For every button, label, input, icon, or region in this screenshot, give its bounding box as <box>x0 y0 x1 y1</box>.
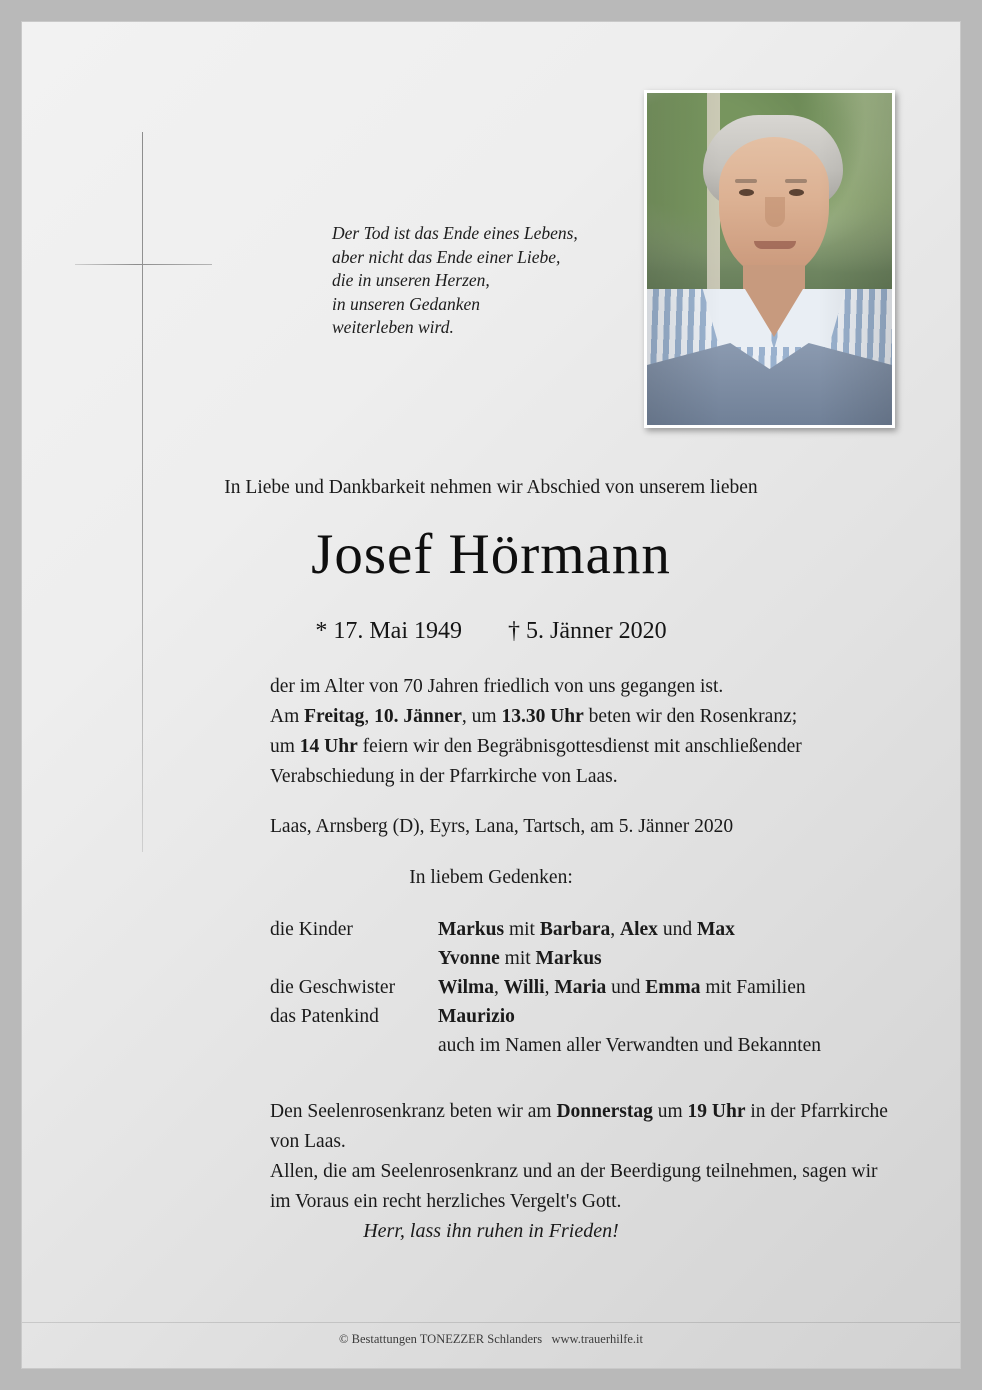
memorial-card <box>22 22 960 1368</box>
quote-line-4: in unseren Gedanken <box>332 293 481 314</box>
family-connector: , <box>610 919 621 940</box>
service-line-3: Verabschiedung in der Pfarrkirche von Laas. <box>270 766 618 787</box>
family-connector: mit <box>499 948 536 969</box>
family-names <box>438 915 960 944</box>
family-list <box>270 915 960 1060</box>
service-time-mass: 14 Uhr <box>299 736 358 757</box>
service-date: 10. Jänner <box>374 706 462 727</box>
family-name: Yvonne <box>438 948 500 969</box>
family-name: Emma <box>645 977 701 998</box>
rosary-text-a: Den Seelenrosenkranz beten wir am <box>270 1101 557 1122</box>
service-text-d: beten wir den Rosenkranz; <box>583 706 798 727</box>
rosary-text-b: um <box>652 1101 688 1122</box>
portrait-photo-frame <box>644 90 895 428</box>
family-name: Alex <box>620 919 658 940</box>
service-text-e: um <box>270 736 300 757</box>
age-line: der im Alter von 70 Jahren friedlich von uns gegangen ist. <box>270 676 724 697</box>
footer-divider <box>22 1322 960 1323</box>
quote-line-3: die in unseren Herzen, <box>332 270 490 290</box>
footer-credit: © Bestattungen TONEZZER Schlanders <box>338 1332 543 1346</box>
portrait-photo <box>647 93 892 425</box>
remembrance-title: In liebem Gedenken: <box>409 867 573 888</box>
rosary-weekday: Donnerstag <box>556 1101 653 1122</box>
family-row <box>270 1031 960 1060</box>
family-label <box>270 1031 438 1060</box>
life-dates <box>22 618 960 645</box>
photo-vignette <box>647 93 892 425</box>
thanks-block <box>270 1157 960 1217</box>
quote-line-1: Der Tod ist das Ende eines Lebens, <box>332 223 578 243</box>
rosary-text-c: in der Pfarrkirche <box>745 1101 888 1122</box>
family-label: das Patenkind <box>270 1006 379 1027</box>
rosary-line-1 <box>270 1097 960 1127</box>
family-names <box>438 1002 960 1031</box>
service-text-c: , um <box>461 706 502 727</box>
birth-date: * 17. Mai 1949 <box>315 618 463 644</box>
family-names: auch im Namen aller Verwandten und Bekannten <box>438 1035 822 1056</box>
rosary-info <box>270 1097 960 1157</box>
family-connector: mit <box>504 919 540 940</box>
rosary-line-2: von Laas. <box>270 1131 346 1152</box>
quote-line-2: aber nicht das Ende einer Liebe, <box>332 246 561 267</box>
family-connector: mit Familien <box>700 977 806 998</box>
family-label <box>270 944 438 973</box>
death-date: † 5. Jänner 2020 <box>508 618 667 644</box>
family-name: Max <box>696 919 735 940</box>
footer-website-link[interactable]: www.trauerhilfe.it <box>551 1332 643 1346</box>
family-name: Willi <box>503 977 545 998</box>
intro-text: In Liebe und Dankbarkeit nehmen wir Abschied von unserem lieben <box>224 477 758 498</box>
service-line-2 <box>270 732 960 762</box>
memorial-quote <box>332 222 652 340</box>
family-names <box>438 944 960 973</box>
thanks-line-1: Allen, die am Seelenrosenkranz und an der Beerdigung teilnehmen, sagen wir <box>270 1161 878 1182</box>
family-name: Barbara <box>539 919 611 940</box>
quote-line-5: weiterleben wird. <box>332 317 454 337</box>
family-row <box>270 973 960 1002</box>
family-name: Maurizio <box>438 1006 515 1027</box>
family-name: Markus <box>438 919 505 940</box>
thanks-line-2: im Voraus ein recht herzliches Vergelt's Gott. <box>270 1191 622 1212</box>
closing-prayer: Herr, lass ihn ruhen in Frieden! <box>363 1220 619 1242</box>
rosary-time: 19 Uhr <box>687 1101 746 1122</box>
family-name: Wilma <box>438 977 494 998</box>
cross-horizontal-bar <box>75 264 212 265</box>
family-label: die Kinder <box>270 919 353 940</box>
places-line: Laas, Arnsberg (D), Eyrs, Lana, Tartsch, am 5. Jänner 2020 <box>270 816 734 837</box>
family-name: Maria <box>554 977 607 998</box>
service-text-f: feiern wir den Begräbnisgottesdienst mit anschließender <box>357 736 802 757</box>
family-row <box>270 944 960 973</box>
service-text-b: , <box>364 706 375 727</box>
family-connector: , <box>493 977 504 998</box>
family-name: Markus <box>535 948 602 969</box>
service-weekday: Freitag <box>304 706 365 727</box>
service-details <box>270 702 960 792</box>
family-connector: und <box>606 977 646 998</box>
deceased-name: Josef Hörmann <box>311 523 671 586</box>
footer <box>22 1332 960 1347</box>
family-names <box>438 973 960 1002</box>
family-label: die Geschwister <box>270 977 396 998</box>
family-connector: und <box>657 919 697 940</box>
service-text-a: Am <box>270 706 305 727</box>
service-time-rosary: 13.30 Uhr <box>501 706 584 727</box>
family-row <box>270 915 960 944</box>
service-line-1 <box>270 702 960 732</box>
family-connector: , <box>544 977 555 998</box>
family-row <box>270 1002 960 1031</box>
